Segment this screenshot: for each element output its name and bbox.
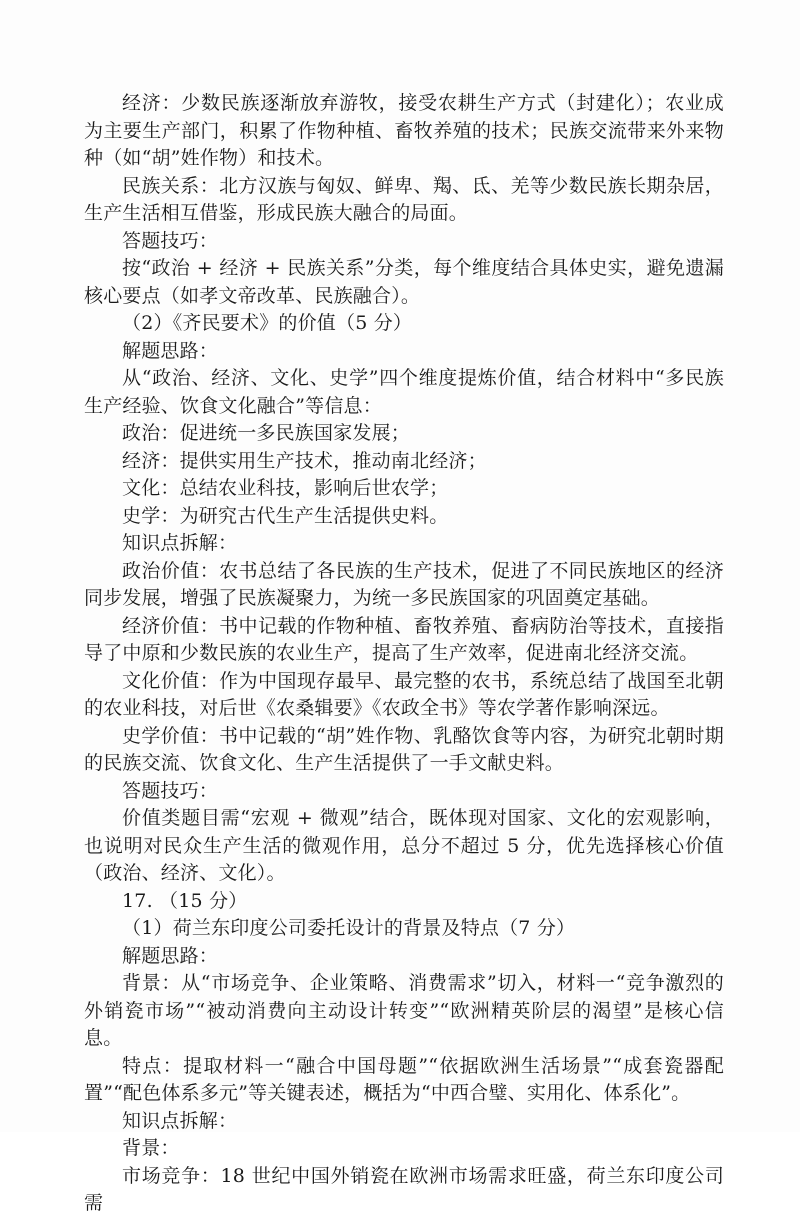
paragraph-answer-tips-2: 价值类题目需“宏观 + 微观”结合，既体现对国家、文化的宏观影响，也说明对民众生产生活的微观作用，总分不超过 5 分，优先选择核心价值（政治、经济、文化）。 (84, 807, 724, 884)
paragraph-knowledge-heading: 知识点拆解： (122, 532, 238, 554)
paragraph-political-value: 政治价值：农书总结了各民族的生产技术，促进了不同民族地区的经济同步发展，增强了民族凝聚力，为统一多民族国家的巩固奠定基础。 (84, 559, 724, 609)
paragraph-historical-value: 史学价值：书中记载的“胡”姓作物、乳酪饮食等内容，为研究北朝时期的民族交流、饮食文化、生产生活提供了一手文献史料。 (84, 724, 724, 774)
paragraph-features: 特点：提取材料一“融合中国母题”“依据欧洲生活场景”“成套瓷器配置”“配色体系多元”等关键表述，概括为“中西合璧、实用化、体系化”。 (84, 1054, 724, 1104)
paragraph-answer-tips-heading-2: 答题技巧： (122, 779, 219, 802)
paragraph-answer-tips-heading: 答题技巧： (122, 229, 219, 252)
paragraph-market-competition: 市场竞争：18 世纪中国外销瓷在欧洲市场需求旺盛，荷兰东印度公司需 (84, 1164, 724, 1214)
question-number-17: 17. （15 分） (122, 889, 248, 912)
document-body (84, 90, 724, 1218)
paragraph-ethnic-relations: 民族关系：北方汉族与匈奴、鲜卑、羯、氐、羌等少数民族长期杂居，生产生活相互借鉴，形成民族大融合的局面。 (84, 174, 724, 224)
paragraph-economics: 经济：提供实用生产技术，推动南北经济； (122, 449, 487, 472)
paragraph-solution-approach-heading-2: 解题思路： (122, 944, 219, 967)
paragraph-economic-value: 经济价值：书中记载的作物种植、畜牧养殖、畜病防治等技术，直接指导了中原和少数民族的农业生产，提高了生产效率，促进南北经济交流。 (84, 614, 724, 664)
paragraph-culture: 文化：总结农业科技，影响后世农学； (122, 477, 449, 499)
paragraph-history: 史学：为研究古代生产生活提供史料。 (122, 504, 449, 527)
paragraph-knowledge-heading-2: 知识点拆解： (122, 1109, 238, 1132)
paragraph-solution-approach-heading: 解题思路： (122, 339, 219, 362)
question-heading-17-1: （1）荷兰东印度公司委托设计的背景及特点（7 分） (122, 917, 576, 939)
paragraph-politics: 政治：促进统一多民族国家发展； (122, 422, 411, 444)
paragraph-economy: 经济：少数民族逐渐放弃游牧，接受农耕生产方式（封建化）；农业成为主要生产部门，积累了作物种植、畜牧养殖的技术；民族交流带来外来物种（如“胡”姓作物）和技术。 (84, 92, 724, 169)
paragraph-background-heading: 背景： (122, 1137, 180, 1159)
paragraph-solution-approach: 从“政治、经济、文化、史学”四个维度提炼价值，结合材料中“多民族生产经验、饮食文化融合”等信息： (84, 367, 724, 417)
paragraph-cultural-value: 文化价值：作为中国现存最早、最完整的农书，系统总结了战国至北朝的农业科技，对后世《农桑辑要》《农政全书》等农学著作影响深远。 (84, 669, 724, 719)
question-heading-q2: （2）《齐民要术》的价值（5 分） (122, 312, 413, 334)
paragraph-background: 背景：从“市场竞争、企业策略、消费需求”切入，材料一“竞争激烈的外销瓷市场”“被动消费向主动设计转变”“欧洲精英阶层的渴望”是核心信息。 (84, 972, 724, 1049)
paragraph-answer-tips: 按“政治 + 经济 + 民族关系”分类，每个维度结合具体史实，避免遗漏核心要点（如孝文帝改革、民族融合）。 (84, 257, 724, 307)
